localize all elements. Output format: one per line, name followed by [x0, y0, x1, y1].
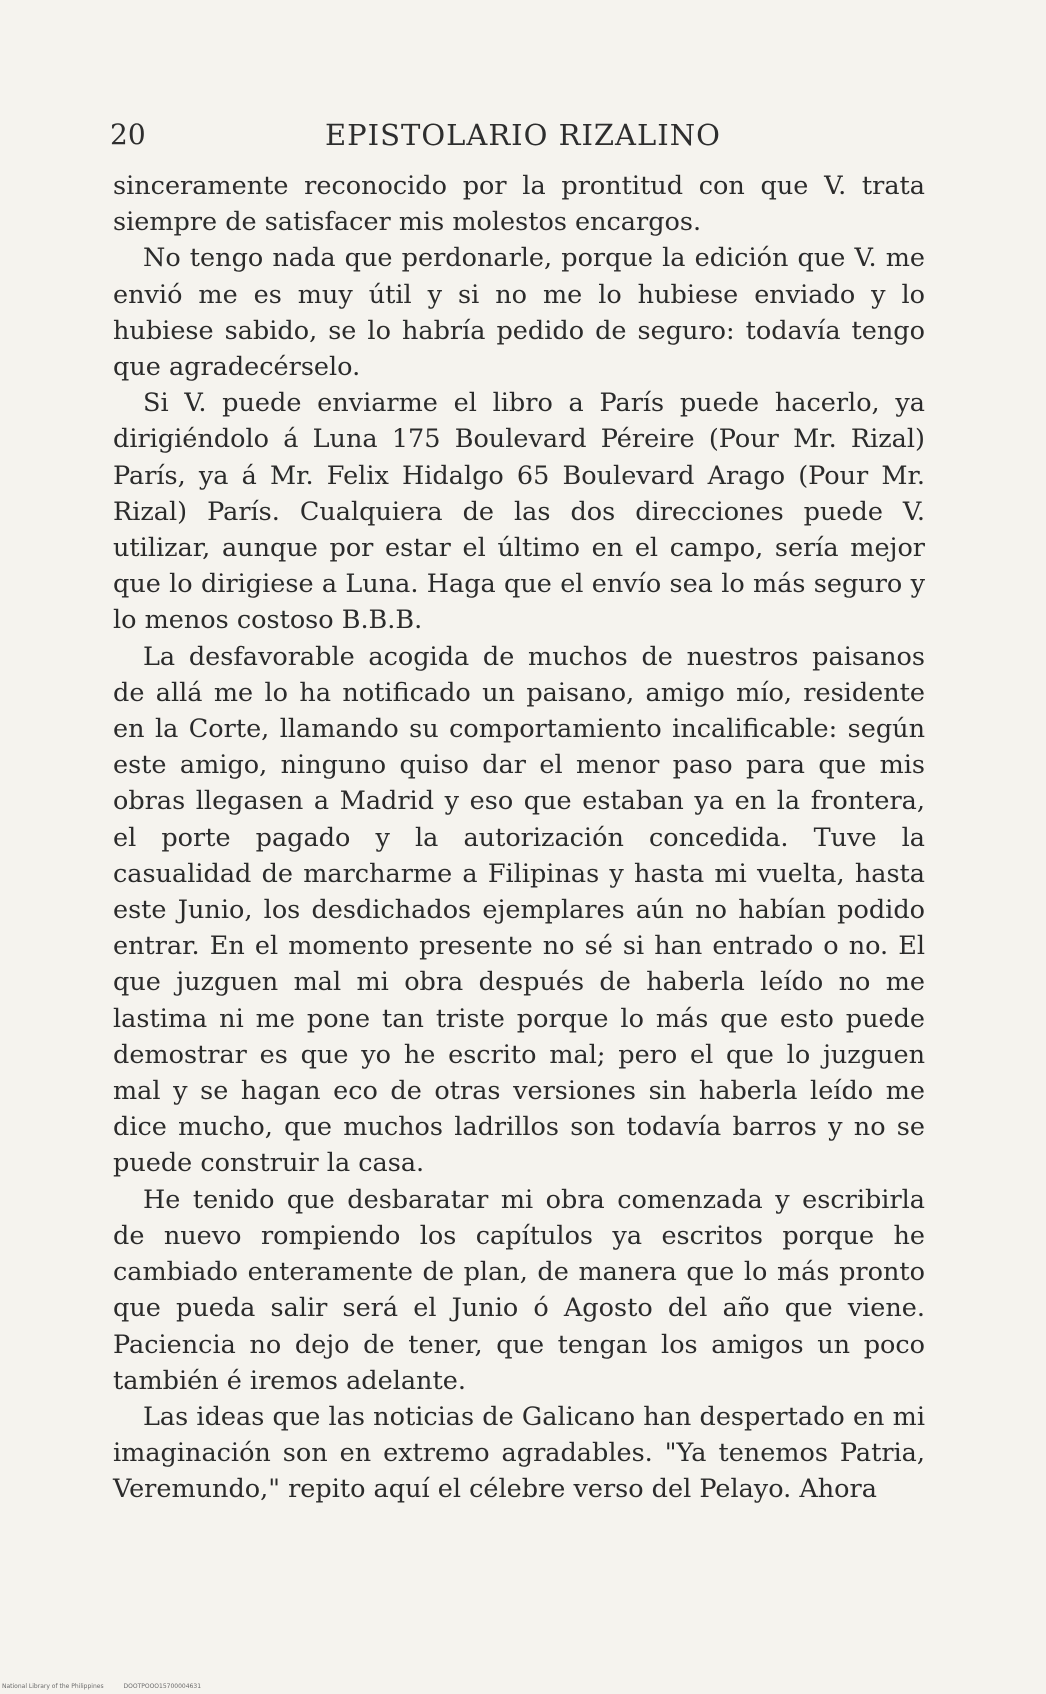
letter-body — [113, 168, 925, 1508]
paragraph-2: No tengo nada que perdonarle, porque la edición que V. me envió me es muy útil y si no me lo hubiese enviado y lo hubiese sabido, se lo habría pedido de seguro: todavía tengo que agradecérselo. — [113, 243, 925, 383]
paragraph-4: La desfavorable acogida de muchos de nuestros paisanos de allá me lo ha notificado un paisano, amigo mío, residente en la Corte, llamando su comportamiento incalificable: según este amigo, ninguno quiso dar el menor paso para que mis obras llegasen a Madrid y eso que estaban ya en la frontera, el porte pagado y la autorización concedida. Tuve la casualidad de marcharme a Filipinas y hasta mi vuelta, hasta este Junio, los desdichados ejemplares aún no habían podido entrar. En el momento presente no sé si han entrado o no. El que juzguen mal mi obra después de haberla leído no me lastima ni me pone tan triste porque lo más que esto puede demostrar es que yo he escrito mal; pero el que lo juzguen mal y se hagan eco de otras versiones sin haberla leído me dice mucho, que muchos ladrillos son todavía barros y no se puede construir la casa. — [113, 641, 925, 1179]
paragraph-1: sinceramente reconocido por la prontitud con que V. trata siempre de satisfacer mis molestos encargos. — [113, 171, 925, 238]
scan-footer — [2, 1683, 219, 1690]
running-title: EPISTOLARIO RIZALINO — [325, 118, 721, 152]
library-credit: National Library of the Philippines — [2, 1683, 104, 1690]
paragraph-5: He tenido que desbaratar mi obra comenzada y escribirla de nuevo rompiendo los capítulos ya escritos porque he cambiado enteramente de plan, de manera que lo más pronto que pueda salir será el Junio ó Agosto del año que viene. Paciencia no dejo de tener, que tengan los amigos un poco también é iremos adelante. — [113, 1184, 925, 1396]
paragraph-3: Si V. puede enviarme el libro a París puede hacerlo, ya dirigiéndolo á Luna 175 Boulevard Péreire (Pour Mr. Rizal) París, ya á Mr. Felix Hidalgo 65 Boulevard Arago (Pour Mr. Rizal) París. Cualquiera de las dos direcciones puede V. utilizar, aunque por estar el último en el campo, sería mejor que lo dirigiese a Luna. Haga que el envío sea lo más seguro y lo menos costoso B.B.B. — [113, 388, 925, 636]
page-number: 20 — [110, 118, 146, 151]
page-header — [110, 118, 930, 158]
paragraph-6: Las ideas que las noticias de Galicano han despertado en mi imaginación son en extremo agradables. "Ya tenemos Patria, Veremundo," repito aquí el célebre verso del Pelayo. Ahora — [113, 1401, 925, 1505]
scan-code: DOOTPOOO15700004631 — [123, 1683, 202, 1690]
